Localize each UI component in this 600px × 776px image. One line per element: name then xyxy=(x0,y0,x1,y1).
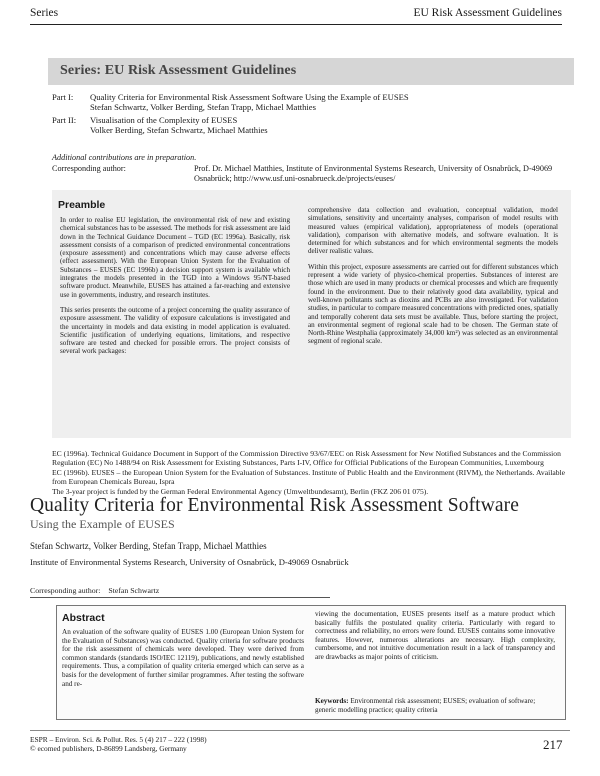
part-authors: Volker Berding, Stefan Schwartz, Michael Matthies xyxy=(90,125,268,136)
reference-item: EC (1996a). Technical Guidance Document in Support of the Commission Directive 93/67/EEC on Risk Assessment for New Notified Substances and the Commission Regulation (EC) No 1488/94 on Risk Assessment for Existing Substances, Parts I-IV, Office for Official Publications of the European Communities, Luxembourg xyxy=(52,449,561,467)
reference-item: The 3-year project is funded by the German Federal Environmental Agency (Umweltbundesamt), Berlin (FKZ 206 01 075). xyxy=(52,486,429,496)
part-title: Quality Criteria for Environmental Risk Assessment Software Using the Example of EUSES xyxy=(90,92,409,102)
abstract-heading: Abstract xyxy=(62,612,105,624)
article-subtitle: Using the Example of EUSES xyxy=(30,517,175,531)
part-label: Part I: xyxy=(52,92,74,102)
series-part xyxy=(52,92,572,113)
part-title: Visualisation of the Complexity of EUSES xyxy=(90,114,238,125)
preamble-right-column xyxy=(308,206,558,353)
preamble-paragraph: Within this project, exposure assessments are carried out for different substances which represent a wide variety of physico-chemical properties. Substances of interest are those which are used in many products or chemical processes and which are frequently found in the environment. Due to their relatively good data availability, typical and well-known pollutants such as dioxins and PCBs are also investigated. For validation studies, in particular to compare measured concentrations with predicted ones, spatially and temporally coherent data sets must be available. Thus, before starting the project, an environmental segment of regional scale had to be chosen. The German state of North-Rhine Westphalia (approximately 34,000 km²) was selected as an environmental segment of regional scale. xyxy=(308,262,558,346)
abstract-right-column: viewing the documentation, EUSES presents itself as a mature product which basically fulfils the postulated quality criteria. Particularly with regard to correctness and reliability, no errors were found. EUSES contains some innovative features. However, numerous alterations are necessary. High complexity, cumbersome, and not intuitive documentation result in a lack of transparency and are drawbacks as major points of criticism. xyxy=(315,610,555,661)
preamble-paragraph: comprehensive data collection and evaluation, conceptual validation, model simulations, sensitivity and uncertainty analyses, comparison of model results with measured values (empirical validation), appropriateness of models (operational validation), comparison with alternative models, and software evaluation. It is determined for which substances and for which environmental segments the models deliver realistic values. xyxy=(308,206,558,256)
corresponding-author-series xyxy=(52,164,577,184)
keywords-label: Keywords: xyxy=(315,697,349,705)
footer-rule xyxy=(30,730,570,731)
series-part xyxy=(52,115,572,136)
journal-citation: ESPR – Environ. Sci. & Pollut. Res. 5 (4) 217 – 222 (1998) xyxy=(30,735,207,744)
publisher-line: © ecomed publishers, D-86899 Landsberg, Germany xyxy=(30,743,187,753)
article-authors: Stefan Schwartz, Volker Berding, Stefan Trapp, Michael Matthies xyxy=(30,541,267,551)
preamble-paragraph: In order to realise EU legislation, the environmental risk of new and existing chemical substances has to be assessed. The methods for risk assessment are laid down in the Technical Guidance Document – TGD (EC 1996a). Basically, risk assessment consists of a comparison of predicted environmental concentrations (exposure assessment) and concentrations which may cause adverse effects (effect assessment). With the European Union System for the Evaluation of Substances – EUSES (EC 1996b) a decision support system is available which integrates the models presented in the TGD into a Windows 95/NT-based software product. Meanwhile, EUSES has attained a far-reaching and extensive use in governments, industry, and research institutes. xyxy=(60,216,290,299)
part-label: Part II: xyxy=(52,114,77,125)
header-rule xyxy=(30,24,562,25)
running-header xyxy=(30,7,562,19)
series-banner-title: Series: EU Risk Assessment Guidelines xyxy=(60,63,297,78)
references xyxy=(52,450,574,498)
footer-citation xyxy=(30,736,207,753)
part-authors: Stefan Schwartz, Volker Berding, Stefan Trapp, Michael Matthies xyxy=(90,102,316,113)
preamble-left-column xyxy=(60,216,290,363)
corresponding-author-text: Prof. Dr. Michael Matthies, Institute of Environmental Systems Research, University of Osnabrück, D-49069 Osnabrück; http://www.usf.uni-osnabrueck.de/projects/euses/ xyxy=(194,164,553,183)
corresponding-author-label: Corresponding author: xyxy=(52,164,126,173)
running-header-right: EU Risk Assessment Guidelines xyxy=(413,7,562,19)
series-parts-list xyxy=(52,92,572,136)
abstract-left-column: An evaluation of the software quality of EUSES 1.00 (European Union System for the Evaluation of Substances) was conducted. Quality criteria for software products for the risk assessment of chemicals were developed. They were derived from common standards (standards ISO/IEC 12119), publications, and newly established requirements. Thus, a compilation of quality criteria emerged which can serve as a basis for the development of further similar programmes. After testing the software and re- xyxy=(62,628,304,688)
reference-item: EC (1996b). EUSES – the European Union System for the Evaluation of Substances. Institute of Public Health and the Environment (RIVM), the Netherlands. Available from European Chemicals Bureau, Ispra xyxy=(52,467,565,486)
corresponding-author-article xyxy=(30,586,159,595)
keywords-text: Environmental risk assessment; EUSES; evaluation of software; generic modelling practice; quality criteria xyxy=(315,697,536,714)
corresponding-author-name: Stefan Schwartz xyxy=(108,586,160,595)
additional-contributions-note: Additional contributions are in preparation. xyxy=(52,153,197,162)
page-number: 217 xyxy=(543,737,563,752)
preamble-heading: Preamble xyxy=(58,199,106,211)
preamble-paragraph: This series presents the outcome of a project concerning the quality assurance of exposure assessment. The validity of exposure calculations is investigated and the uncertainty in models and data existing in model application is evaluated. Scientific justification of underlying equations, limitations, and respective software are tested and checked for possible errors. The project consists of several work packages: xyxy=(60,305,290,356)
corresponding-author-rule xyxy=(30,597,330,598)
article-title: Quality Criteria for Environmental Risk Assessment Software xyxy=(30,495,519,516)
abstract-keywords xyxy=(315,697,555,714)
running-header-left: Series xyxy=(30,7,59,19)
corresponding-author-label: Corresponding author: xyxy=(30,586,101,595)
article-institute: Institute of Environmental Systems Research, University of Osnabrück, D-49069 Osnabrück xyxy=(30,557,349,567)
